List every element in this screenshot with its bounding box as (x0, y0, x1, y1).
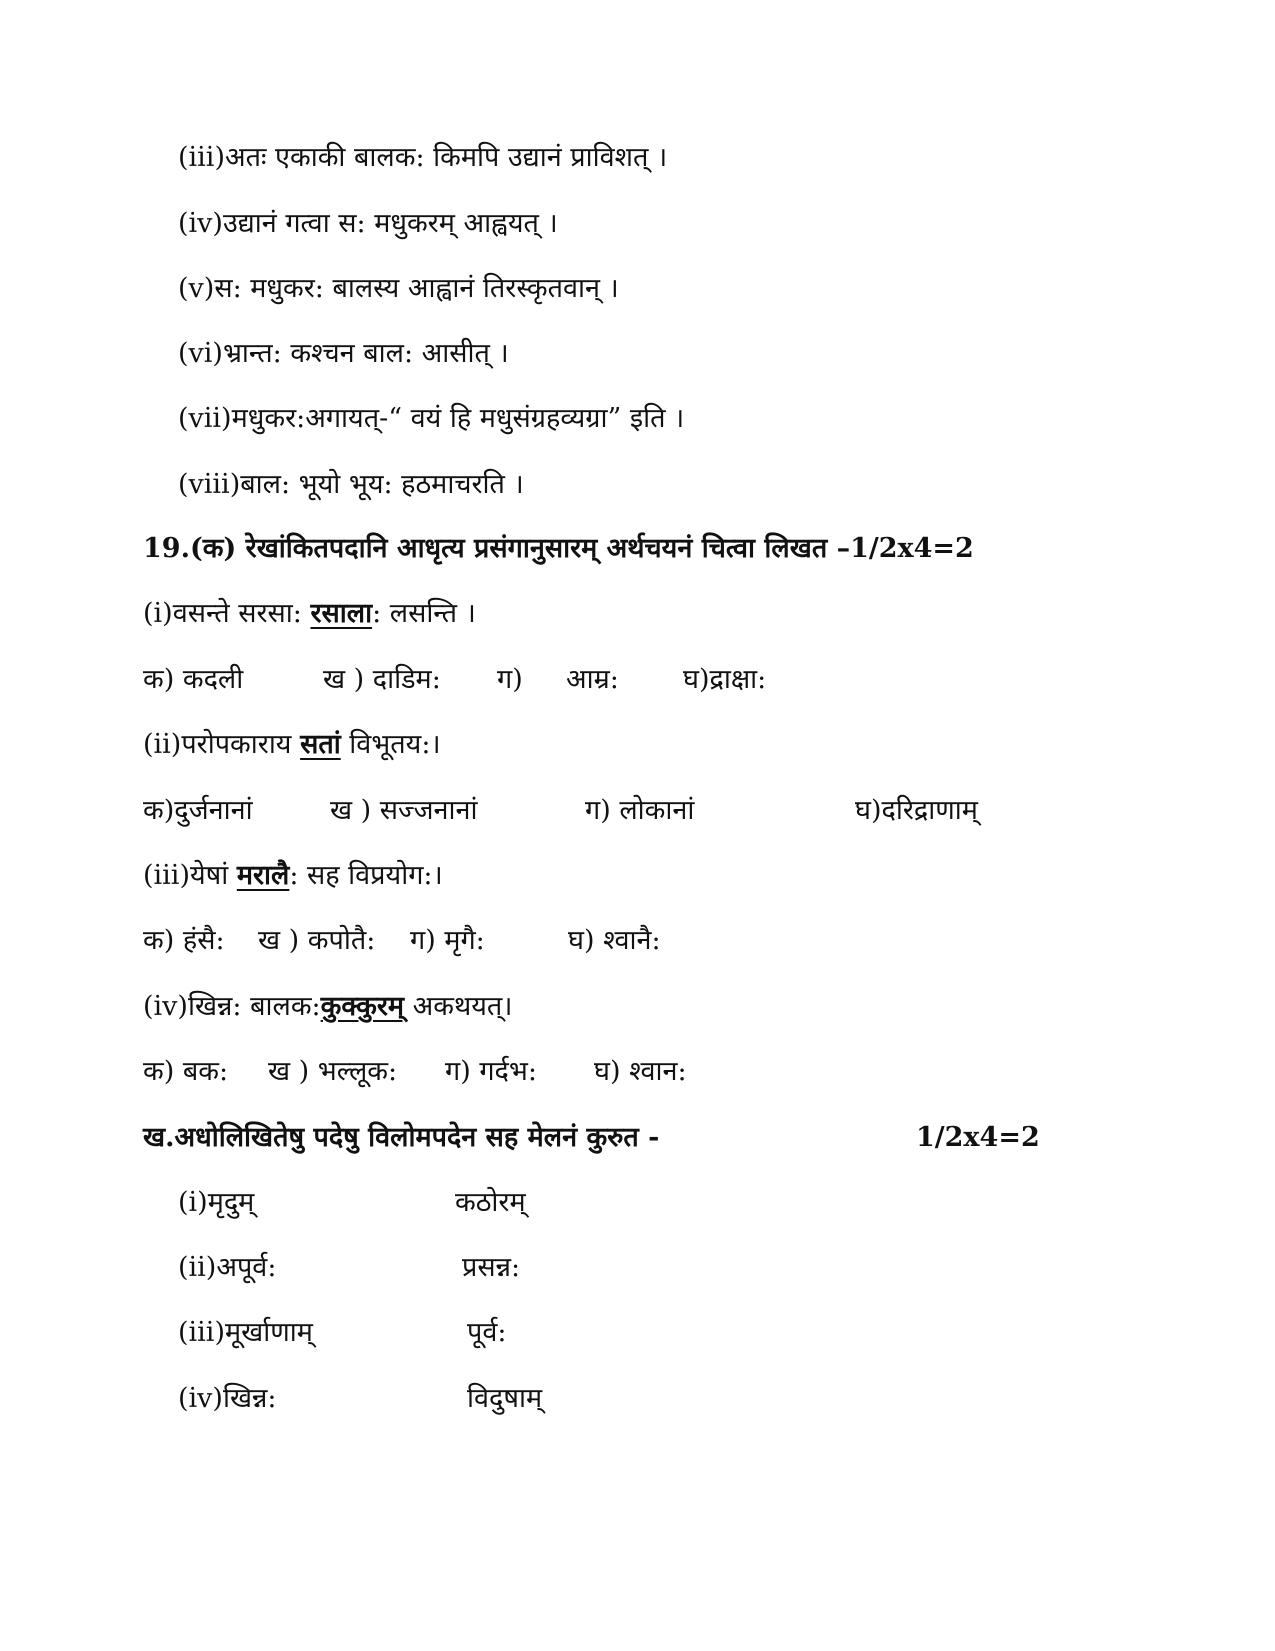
option: ग) मृगै: (410, 925, 485, 956)
question-19b-heading: ख.अधोलिखितेषु पदेषु विलोमपदेन सह मेलनं कुरुत - (143, 1122, 660, 1153)
sentence-iii: (iii)अतः एकाकी बालक: किमपि उद्यानं प्राविशत् । (178, 142, 668, 173)
option: ख ) सज्जनानां (330, 795, 478, 826)
pair-left: (i)मृदुम् (178, 1187, 255, 1218)
option: ग) लोकानां (585, 795, 695, 826)
pair-left: (iv)खिन्न: (178, 1383, 277, 1414)
item-text: (i)वसन्ते सरसा: (143, 598, 311, 629)
option: ग) गर्दभ: (445, 1056, 537, 1087)
option: ग) (497, 664, 523, 695)
pair-left: (iii)मूर्खाणाम् (178, 1317, 313, 1348)
pair-right: पूर्व: (467, 1317, 507, 1348)
question-19-heading: 19.(क) रेखांकितपदानि आधृत्य प्रसंगानुसारम् अर्थचयनं चित्वा लिखत –1/2x4=2 (143, 533, 974, 564)
pair-left: (ii)अपूर्व: (178, 1252, 277, 1283)
sentence-vii: (vii)मधुकर:अगायत्-“ वयं हि मधुसंग्रहव्यग्रा” इति । (178, 403, 685, 434)
option: ख ) कपोतै: (258, 925, 376, 956)
q19-item-i (143, 598, 476, 630)
item-text: : लसन्ति । (372, 598, 476, 629)
item-text: (ii)परोपकाराय (143, 729, 301, 760)
question-19b-marks: 1/2x4=2 (916, 1122, 1040, 1153)
sentence-viii: (viii)बाल: भूयो भूय: हठमाचरति । (178, 469, 524, 500)
item-text: (iv)खिन्न: बालक: (143, 991, 321, 1022)
option: ख ) दाडिम: (323, 664, 441, 695)
q19-item-iv (143, 991, 513, 1023)
underlined-word: रसाला (310, 598, 373, 629)
pair-right: कठोरम् (455, 1187, 526, 1218)
underlined-word: कुक्कुरम् (320, 991, 405, 1022)
option: क) बक: (143, 1056, 229, 1087)
pair-right: विदुषाम् (467, 1383, 543, 1414)
sentence-iv: (iv)उद्यानं गत्वा स: मधुकरम् आह्वयत् । (178, 208, 558, 239)
item-text: विभूतय:। (340, 729, 441, 760)
item-text: (iii)येषां (143, 860, 237, 891)
option: क) हंसै: (143, 925, 225, 956)
option: क) कदली (143, 664, 244, 695)
sentence-v: (v)स: मधुकर: बालस्य आह्वानं तिरस्कृतवान् । (178, 273, 619, 304)
underlined-word: सतां (300, 729, 341, 760)
option: ख ) भल्लूक: (268, 1056, 398, 1087)
option: घ)द्राक्षा: (683, 664, 767, 695)
option: क)दुर्जनानां (143, 795, 253, 826)
option: आम्र: (566, 664, 619, 695)
q19-item-iii (143, 860, 443, 892)
option: घ)दरिद्राणाम् (855, 795, 978, 826)
pair-right: प्रसन्न: (462, 1252, 521, 1283)
item-text: : सह विप्रयोग:। (289, 860, 443, 891)
item-text: अकथयत्। (404, 991, 513, 1022)
q19-item-ii (143, 729, 441, 761)
underlined-word: मरालै (236, 860, 290, 891)
sentence-vi: (vi)भ्रान्त: कश्चन बाल: आसीत् । (178, 338, 509, 369)
option: घ) श्वान: (594, 1056, 687, 1087)
option: घ) श्वानै: (568, 925, 661, 956)
